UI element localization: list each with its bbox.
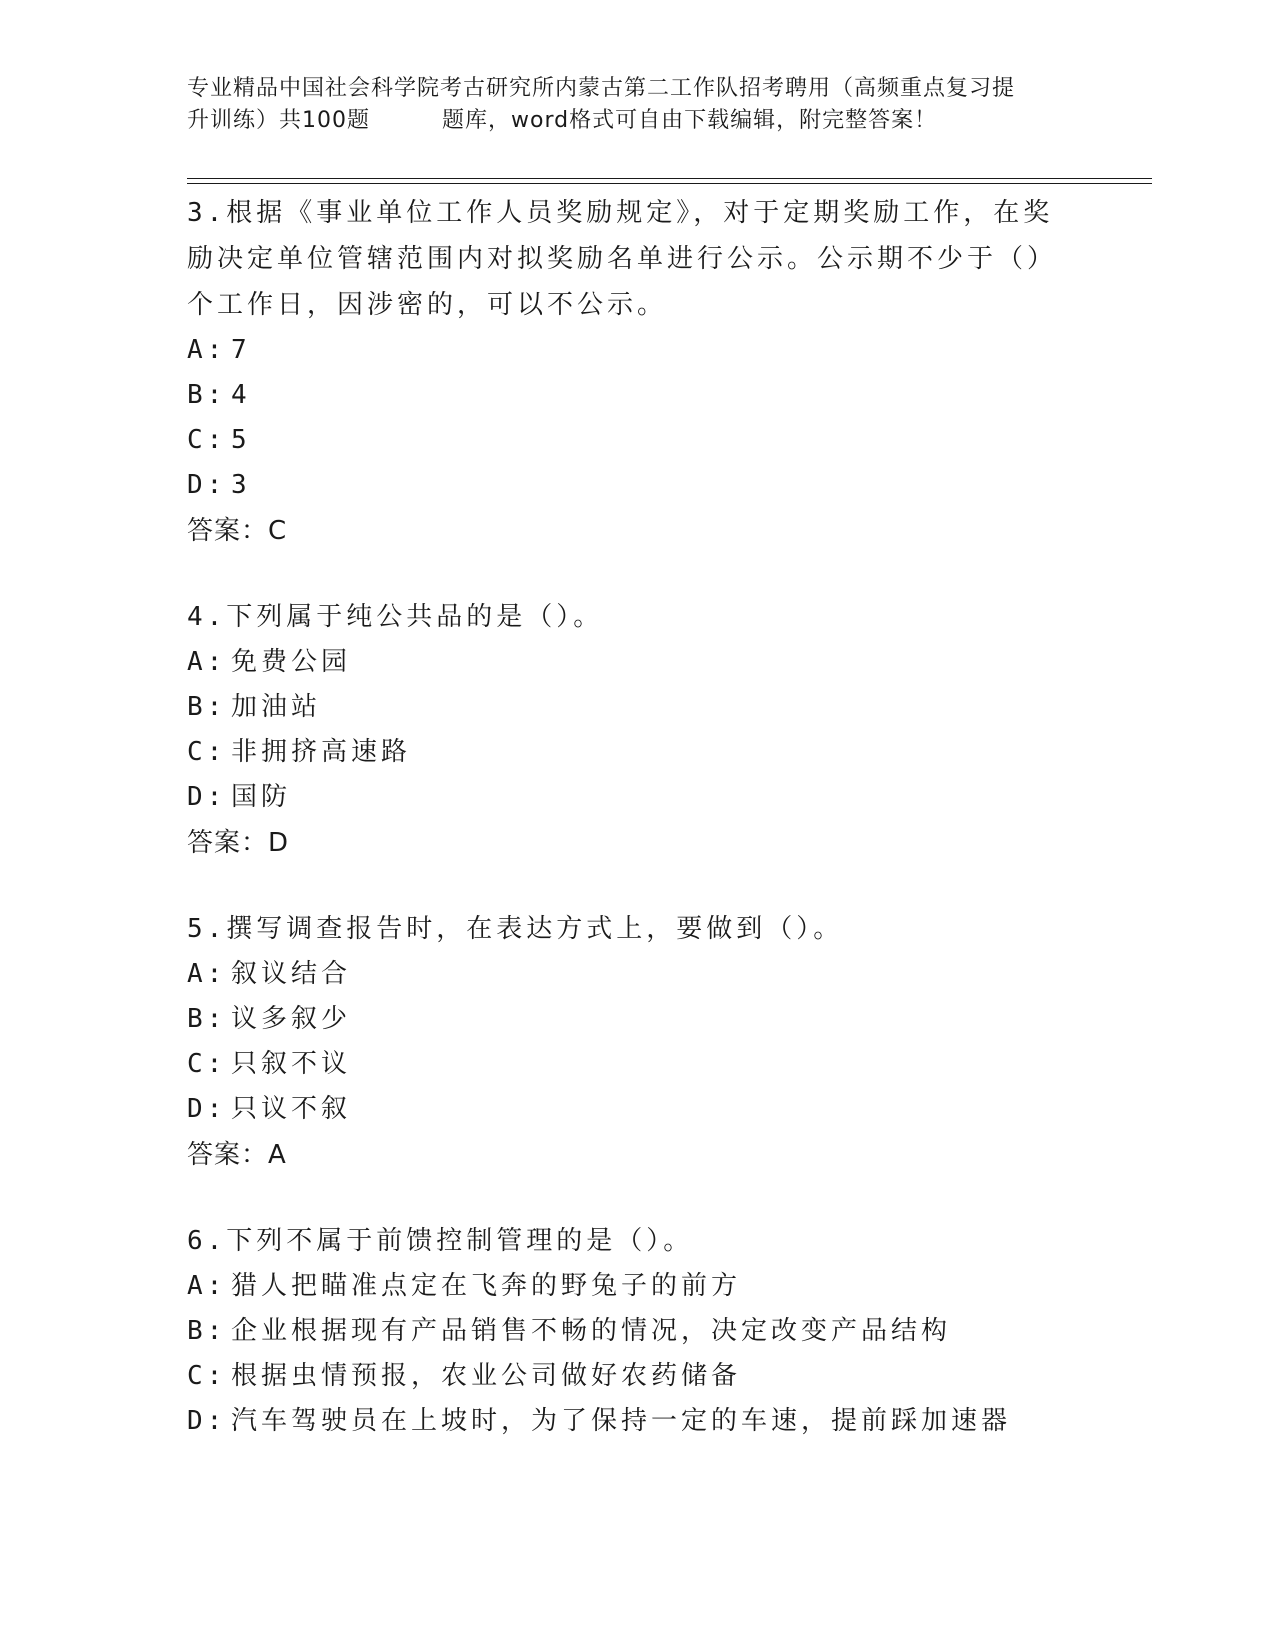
option-b: [187, 685, 1067, 730]
option-text: 加油站: [231, 692, 322, 722]
option-label: B:: [187, 1004, 227, 1034]
document-header: [187, 73, 1087, 137]
option-label: B:: [187, 380, 227, 410]
question-4: [187, 594, 1067, 866]
option-d: [187, 1087, 1067, 1132]
question-stem: 4.下列属于纯公共品的是（）。: [187, 602, 604, 632]
option-label: B:: [187, 692, 227, 722]
option-d: [187, 775, 1067, 820]
answer: 答案：A: [187, 1140, 287, 1170]
option-text: 4: [231, 380, 251, 410]
option-text: 非拥挤高速路: [231, 737, 412, 767]
option-text: 只议不叙: [231, 1094, 352, 1124]
header-line-2-right: 题库，word格式可自由下载编辑，附完整答案！: [442, 108, 938, 133]
option-text: 汽车驾驶员在上坡时，为了保持一定的车速，提前踩加速器: [231, 1406, 1012, 1436]
option-text: 5: [231, 425, 251, 455]
question-stem: 3.根据《事业单位工作人员奖励规定》，对于定期奖励工作，在奖励决定单位管辖范围内对拟奖励名单进行公示。公示期不少于（）个工作日，因涉密的，可以不公示。: [187, 198, 1058, 320]
option-b: [187, 1309, 1067, 1354]
option-text: 3: [231, 470, 251, 500]
header-line-2: [187, 105, 1087, 137]
answer: 答案：D: [187, 828, 290, 858]
option-label: C:: [187, 737, 227, 767]
option-label: C:: [187, 425, 227, 455]
option-a: [187, 640, 1067, 685]
option-label: D:: [187, 1406, 227, 1436]
option-label: D:: [187, 1094, 227, 1124]
option-label: D:: [187, 782, 227, 812]
question-5: [187, 906, 1067, 1178]
option-c: [187, 418, 1067, 463]
option-label: A:: [187, 959, 227, 989]
option-text: 议多叙少: [231, 1004, 352, 1034]
option-label: D:: [187, 470, 227, 500]
question-3: [187, 190, 1067, 554]
option-text: 只叙不议: [231, 1049, 352, 1079]
option-d: [187, 1399, 1067, 1444]
header-line-2-left: 升训练）共100题: [187, 108, 370, 133]
header-rule-top: [187, 178, 1152, 179]
answer: 答案：C: [187, 516, 288, 546]
question-list: [187, 190, 1067, 1484]
option-a: [187, 1264, 1067, 1309]
option-a: [187, 952, 1067, 997]
option-b: [187, 373, 1067, 418]
option-d: [187, 463, 1067, 508]
option-text: 7: [231, 335, 251, 365]
option-c: [187, 1354, 1067, 1399]
option-c: [187, 1042, 1067, 1087]
option-label: A:: [187, 1271, 227, 1301]
option-a: [187, 328, 1067, 373]
option-text: 猎人把瞄准点定在飞奔的野兔子的前方: [231, 1271, 742, 1301]
option-text: 根据虫情预报，农业公司做好农药储备: [231, 1361, 742, 1391]
header-line-1: 专业精品中国社会科学院考古研究所内蒙古第二工作队招考聘用（高频重点复习提: [187, 76, 1016, 101]
option-text: 企业根据现有产品销售不畅的情况，决定改变产品结构: [231, 1316, 952, 1346]
option-b: [187, 997, 1067, 1042]
option-text: 国防: [231, 782, 292, 812]
option-label: C:: [187, 1361, 227, 1391]
option-label: C:: [187, 1049, 227, 1079]
header-rule-bottom: [187, 183, 1152, 184]
option-text: 叙议结合: [231, 959, 352, 989]
option-label: A:: [187, 647, 227, 677]
question-stem: 5.撰写调查报告时，在表达方式上，要做到（）。: [187, 914, 844, 944]
option-text: 免费公园: [231, 647, 352, 677]
question-stem: 6.下列不属于前馈控制管理的是（）。: [187, 1226, 694, 1256]
option-label: A:: [187, 335, 227, 365]
option-c: [187, 730, 1067, 775]
question-6: [187, 1218, 1067, 1444]
option-label: B:: [187, 1316, 227, 1346]
